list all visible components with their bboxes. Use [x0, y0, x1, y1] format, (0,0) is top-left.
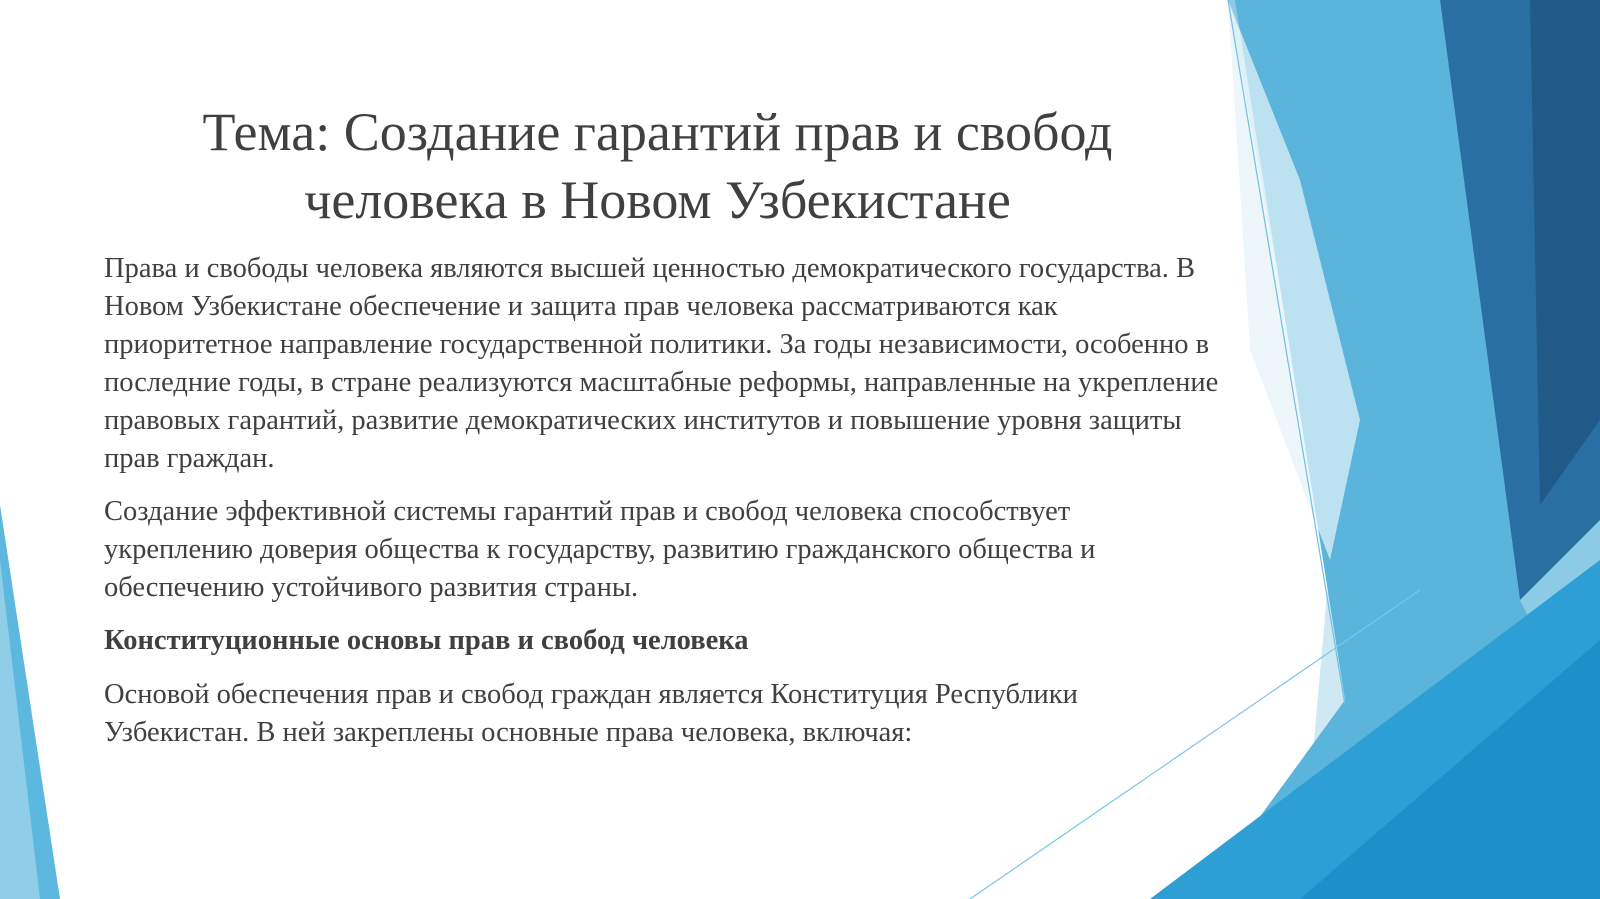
right-shape-darkest	[1530, 0, 1600, 505]
paragraph-constitution: Основой обеспечения прав и свобод граждан является Конституция Республики Узбекистан. В ней закреплены основные права человека, включая:	[104, 679, 1078, 748]
slide-body	[104, 250, 1224, 767]
paragraph-intro: Права и свободы человека являются высшей ценностью демократического государства. В Новом Узбекистане обеспечение и защита прав человека рассматриваются как приоритетное направление государственной политики. За годы независимости, особенно в последние годы, в стране реализуются масштабные реформы, направленные на укрепление правовых гарантий, развитие демократических институтов и повышение уровня защиты прав граждан.	[104, 253, 1219, 474]
slide-title: Тема: Создание гарантий прав и свобод человека в Новом Узбекистане	[202, 102, 1113, 230]
section-heading: Конституционные основы прав и свобод человека	[104, 625, 749, 656]
paragraph-system: Создание эффективной системы гарантий прав и свобод человека способствует укреплению доверия общества к государству, развитию гражданского общества и обеспечению устойчивого развития страны.	[104, 496, 1096, 603]
